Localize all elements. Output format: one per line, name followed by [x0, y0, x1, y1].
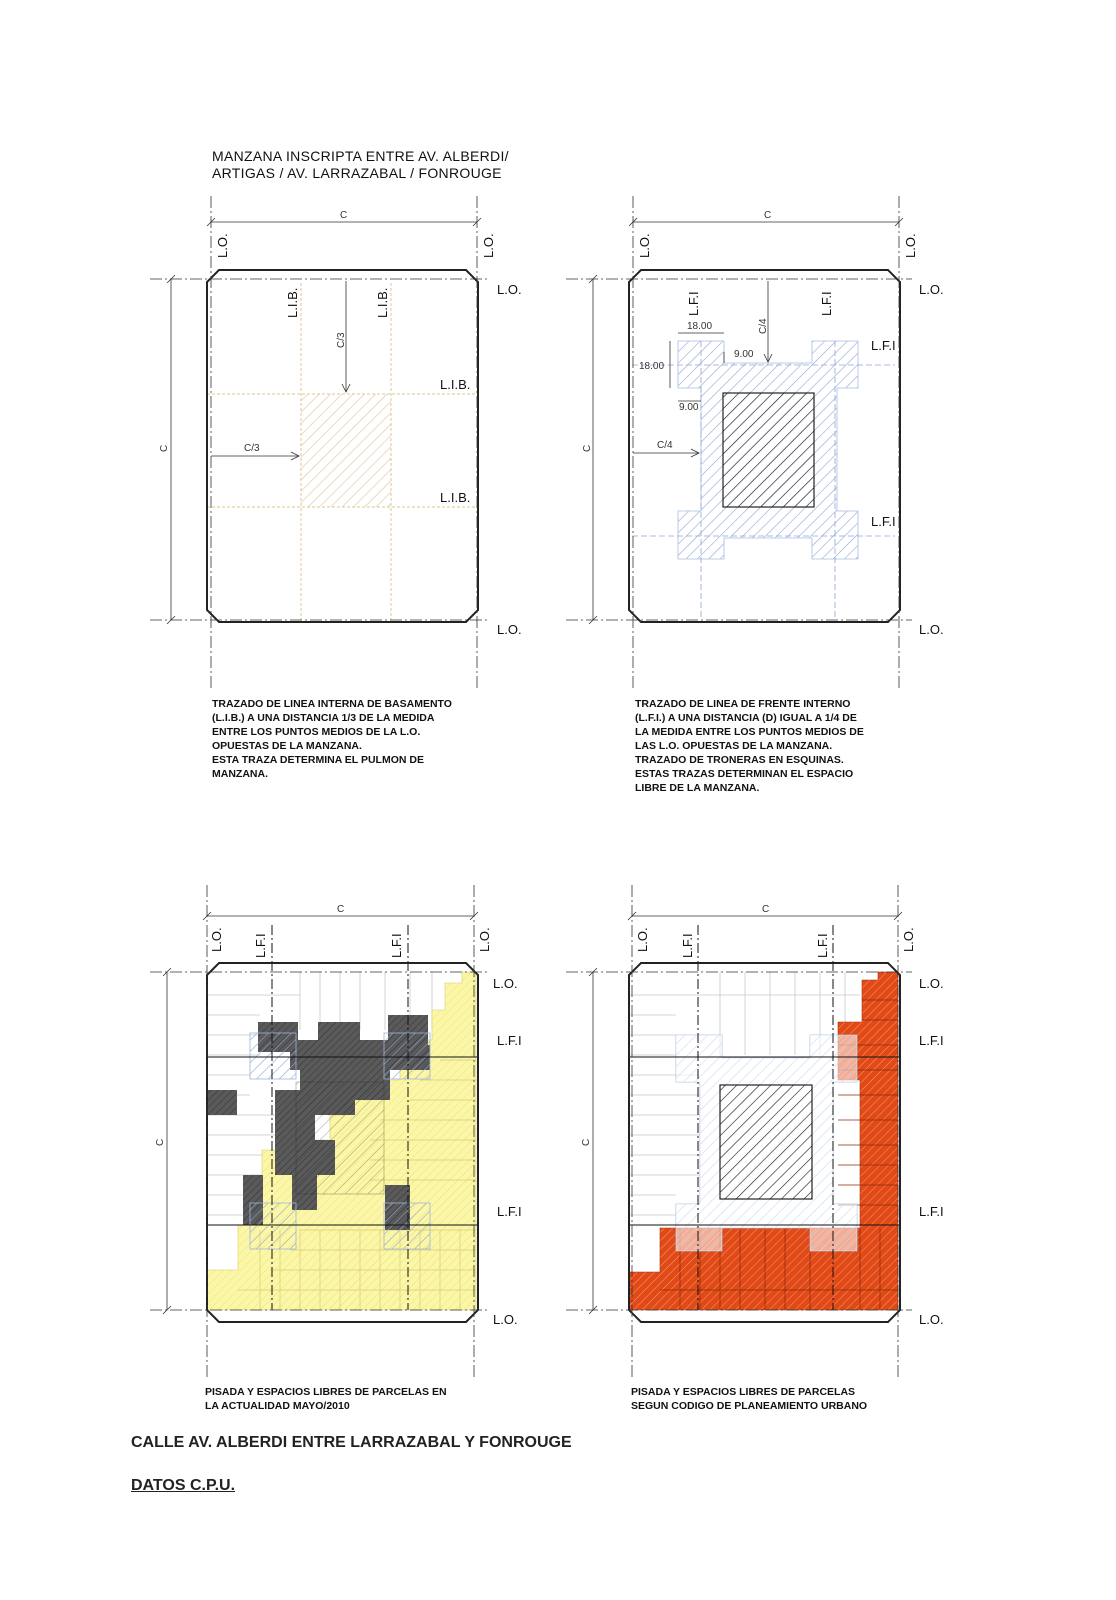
dim-9-top: 9.00 — [734, 349, 754, 360]
lo-label-top-left: L.O. — [637, 233, 652, 258]
dim-c-left: C — [155, 1138, 166, 1146]
pulmon-area — [720, 1085, 812, 1199]
lfi-label-horiz-2: L.F.I — [919, 1204, 944, 1219]
caption-line: PISADA Y ESPACIOS LIBRES DE PARCELAS EN — [205, 1386, 447, 1398]
block-title-line-2: ARTIGAS / AV. LARRAZABAL / FONROUGE — [212, 165, 502, 181]
caption-line: ESTA TRAZA DETERMINA EL PULMON DE — [212, 754, 424, 766]
dim-c-left: C — [582, 444, 593, 452]
caption-line: ENTRE LOS PUNTOS MEDIOS DE LA L.O. — [212, 726, 421, 738]
dim-18-vertical: 18.00 — [639, 361, 665, 372]
dim-c3-horizontal: C/3 — [244, 443, 260, 454]
lo-label-right-bottom: L.O. — [497, 622, 522, 637]
lo-label-right-bottom: L.O. — [919, 622, 944, 637]
caption-line: LIBRE DE LA MANZANA. — [635, 782, 760, 794]
caption-lfi — [635, 697, 864, 795]
lfi-label-vert-2: L.F.I — [389, 933, 404, 958]
caption-line: LA ACTUALIDAD MAYO/2010 — [205, 1400, 350, 1412]
lo-label-right-bottom: L.O. — [919, 1312, 944, 1327]
panel-lib — [150, 196, 522, 690]
caption-line: TRAZADO DE LINEA INTERNA DE BASAMENTO — [212, 698, 452, 710]
lfi-label-horiz-2: L.F.I — [497, 1204, 522, 1219]
lfi-label-horiz-1: L.F.I — [871, 338, 896, 353]
lo-label-top-left: L.O. — [635, 927, 650, 952]
lo-label-right-bottom: L.O. — [493, 1312, 518, 1327]
lfi-label-vert-2: L.F.I — [815, 933, 830, 958]
caption-line: MANZANA. — [212, 768, 268, 780]
caption-line: OPUESTAS DE LA MANZANA. — [212, 740, 362, 752]
lfi-label-vert-1: L.F.I — [253, 933, 268, 958]
lfi-label-vert-2: L.F.I — [819, 291, 834, 316]
caption-code — [631, 1385, 867, 1413]
lo-label-top-left: L.O. — [215, 233, 230, 258]
lo-label-right-top: L.O. — [497, 282, 522, 297]
lfi-label-horiz-2: L.F.I — [871, 514, 896, 529]
caption-line: (L.I.B.) A UNA DISTANCIA 1/3 DE LA MEDIDA — [212, 712, 435, 724]
street-heading: CALLE AV. ALBERDI ENTRE LARRAZABAL Y FONROUGE — [131, 1434, 572, 1451]
dim-9-bottom: 9.00 — [679, 402, 699, 413]
caption-line: ESTAS TRAZAS DETERMINAN EL ESPACIO — [635, 768, 854, 780]
dim-c-left: C — [581, 1138, 592, 1146]
caption-current — [205, 1385, 447, 1413]
lo-label-right-top: L.O. — [919, 282, 944, 297]
caption-line: (L.F.I.) A UNA DISTANCIA (D) IGUAL A 1/4 DE — [635, 712, 857, 724]
lo-label-right-top: L.O. — [493, 976, 518, 991]
cpu-data-heading: DATOS C.P.U. — [131, 1477, 236, 1494]
lfi-label-vert-1: L.F.I — [686, 291, 701, 316]
pulmon-area — [301, 394, 391, 507]
lo-label-top-left: L.O. — [209, 927, 224, 952]
lo-label-top-right: L.O. — [901, 927, 916, 952]
dim-c-top: C — [762, 904, 770, 915]
dim-c4-horizontal: C/4 — [657, 440, 673, 451]
lfi-label-horiz-1: L.F.I — [919, 1033, 944, 1048]
lfi-label-vert-1: L.F.I — [680, 933, 695, 958]
lfi-label-horiz-1: L.F.I — [497, 1033, 522, 1048]
dim-c-top: C — [337, 904, 345, 915]
dim-c3-vertical: C/3 — [336, 332, 347, 348]
dim-c-top: C — [340, 210, 348, 221]
caption-line: TRAZADO DE LINEA DE FRENTE INTERNO — [635, 698, 851, 710]
caption-line: SEGUN CODIGO DE PLANEAMIENTO URBANO — [631, 1400, 868, 1412]
dim-18-horizontal: 18.00 — [687, 321, 713, 332]
panel-code — [566, 885, 944, 1380]
lo-label-top-right: L.O. — [903, 233, 918, 258]
caption-line: LAS L.O. OPUESTAS DE LA MANZANA. — [635, 740, 833, 752]
lib-label-horiz-2: L.I.B. — [440, 490, 471, 505]
caption-line: TRAZADO DE TRONERAS EN ESQUINAS. — [635, 754, 844, 766]
dim-c4-vertical: C/4 — [758, 318, 769, 334]
caption-line: LA MEDIDA ENTRE LOS PUNTOS MEDIOS DE — [635, 726, 864, 738]
dim-c-top: C — [764, 210, 772, 221]
lib-label-vert-1: L.I.B. — [285, 287, 300, 318]
dim-c-left: C — [159, 444, 170, 452]
caption-line: PISADA Y ESPACIOS LIBRES DE PARCELAS — [631, 1386, 856, 1398]
panel-current — [150, 885, 522, 1380]
lo-label-right-top: L.O. — [919, 976, 944, 991]
caption-lib — [212, 697, 452, 781]
lib-label-horiz-1: L.I.B. — [440, 377, 471, 392]
panel-lfi — [566, 196, 944, 690]
pulmon-area — [723, 393, 814, 507]
lo-label-top-right: L.O. — [477, 927, 492, 952]
block-title-line-1: MANZANA INSCRIPTA ENTRE AV. ALBERDI/ — [212, 148, 509, 164]
lo-label-top-right: L.O. — [481, 233, 496, 258]
lib-label-vert-2: L.I.B. — [375, 287, 390, 318]
